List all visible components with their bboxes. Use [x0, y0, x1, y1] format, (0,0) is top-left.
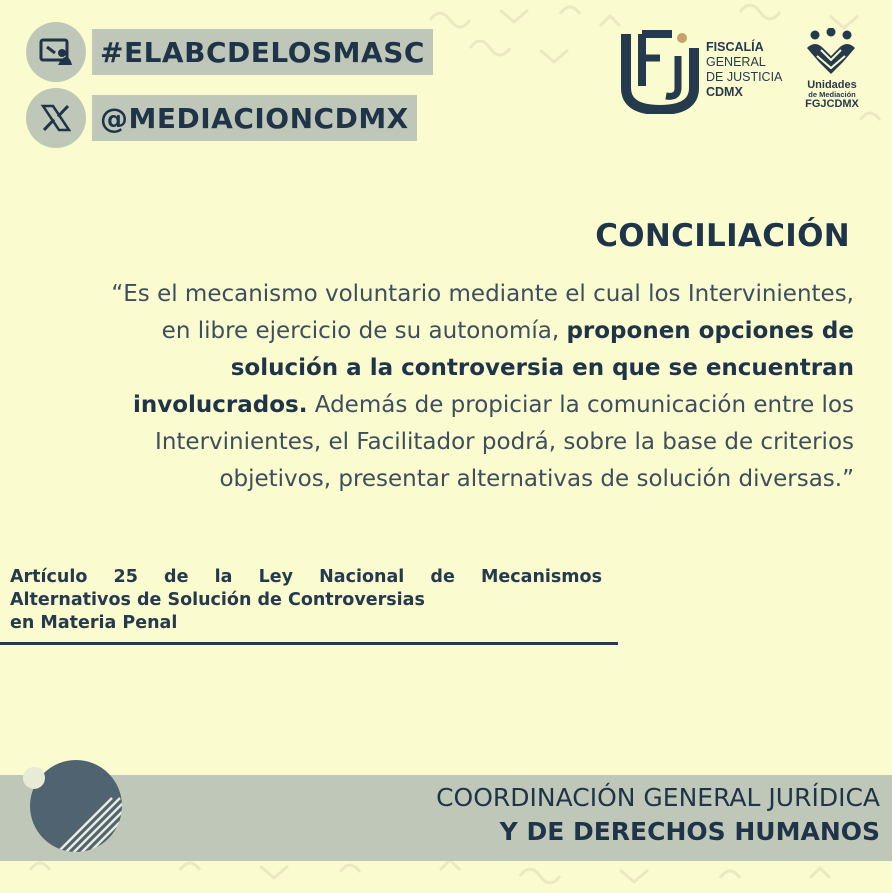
quote-bold: proponen opciones de solución a la controversia en que se encuentran involucrados.: [132, 318, 854, 418]
footer-text: [436, 781, 880, 849]
article-line1: Artículo 25 de la Ley Nacional de Mecanismos: [10, 567, 602, 587]
article-reference: [10, 566, 602, 635]
footer-line2: Y DE DERECHOS HUMANOS: [499, 817, 880, 846]
article-line3: en Materia Penal: [10, 613, 178, 633]
mediation-units-line2: de Mediación: [808, 90, 856, 99]
mediation-units-line3: FGJCDMX: [805, 98, 859, 110]
article-divider: [0, 642, 618, 645]
mediation-units-text: [796, 80, 868, 110]
page-title: CONCILIACIÓN: [595, 218, 850, 254]
fgj-line1: FISCALÍA: [706, 40, 764, 54]
hashtag-text: #ELABCDELOSMASC: [92, 29, 433, 75]
fgj-logo-text: [706, 40, 782, 100]
fgj-logo-icon: [620, 28, 700, 114]
fgj-line4: CDMX: [706, 85, 743, 99]
quote-part1: “Es el mecanismo voluntario mediante el cual los Intervinientes, en libre ejercicio de su autonomía,: [111, 281, 854, 344]
mediation-units-line1: Unidades: [807, 79, 857, 91]
handle-row: [26, 88, 417, 148]
quote-part2: Además de propiciar la comunicación entre los Intervinientes, el Facilitador podrá, sobre la base de criterios objetivos, presentar alternativas de solución diversas.”: [155, 392, 854, 492]
footer-line1: COORDINACIÓN GENERAL JURÍDICA: [436, 783, 880, 812]
fgj-line2: GENERAL: [706, 55, 766, 69]
handle-text: @MEDIACIONCDMX: [92, 95, 417, 141]
decorative-circle-icon: [18, 748, 128, 858]
article-line2: Alternativos de Solución de Controversias: [10, 590, 425, 610]
hashtag-row: [26, 22, 433, 82]
mediation-units-logo-icon: [803, 28, 859, 82]
presentation-board-icon: [26, 22, 86, 82]
fgj-line3: DE JUSTICIA: [706, 70, 783, 84]
definition-quote: [90, 276, 854, 498]
x-logo-icon: [26, 88, 86, 148]
